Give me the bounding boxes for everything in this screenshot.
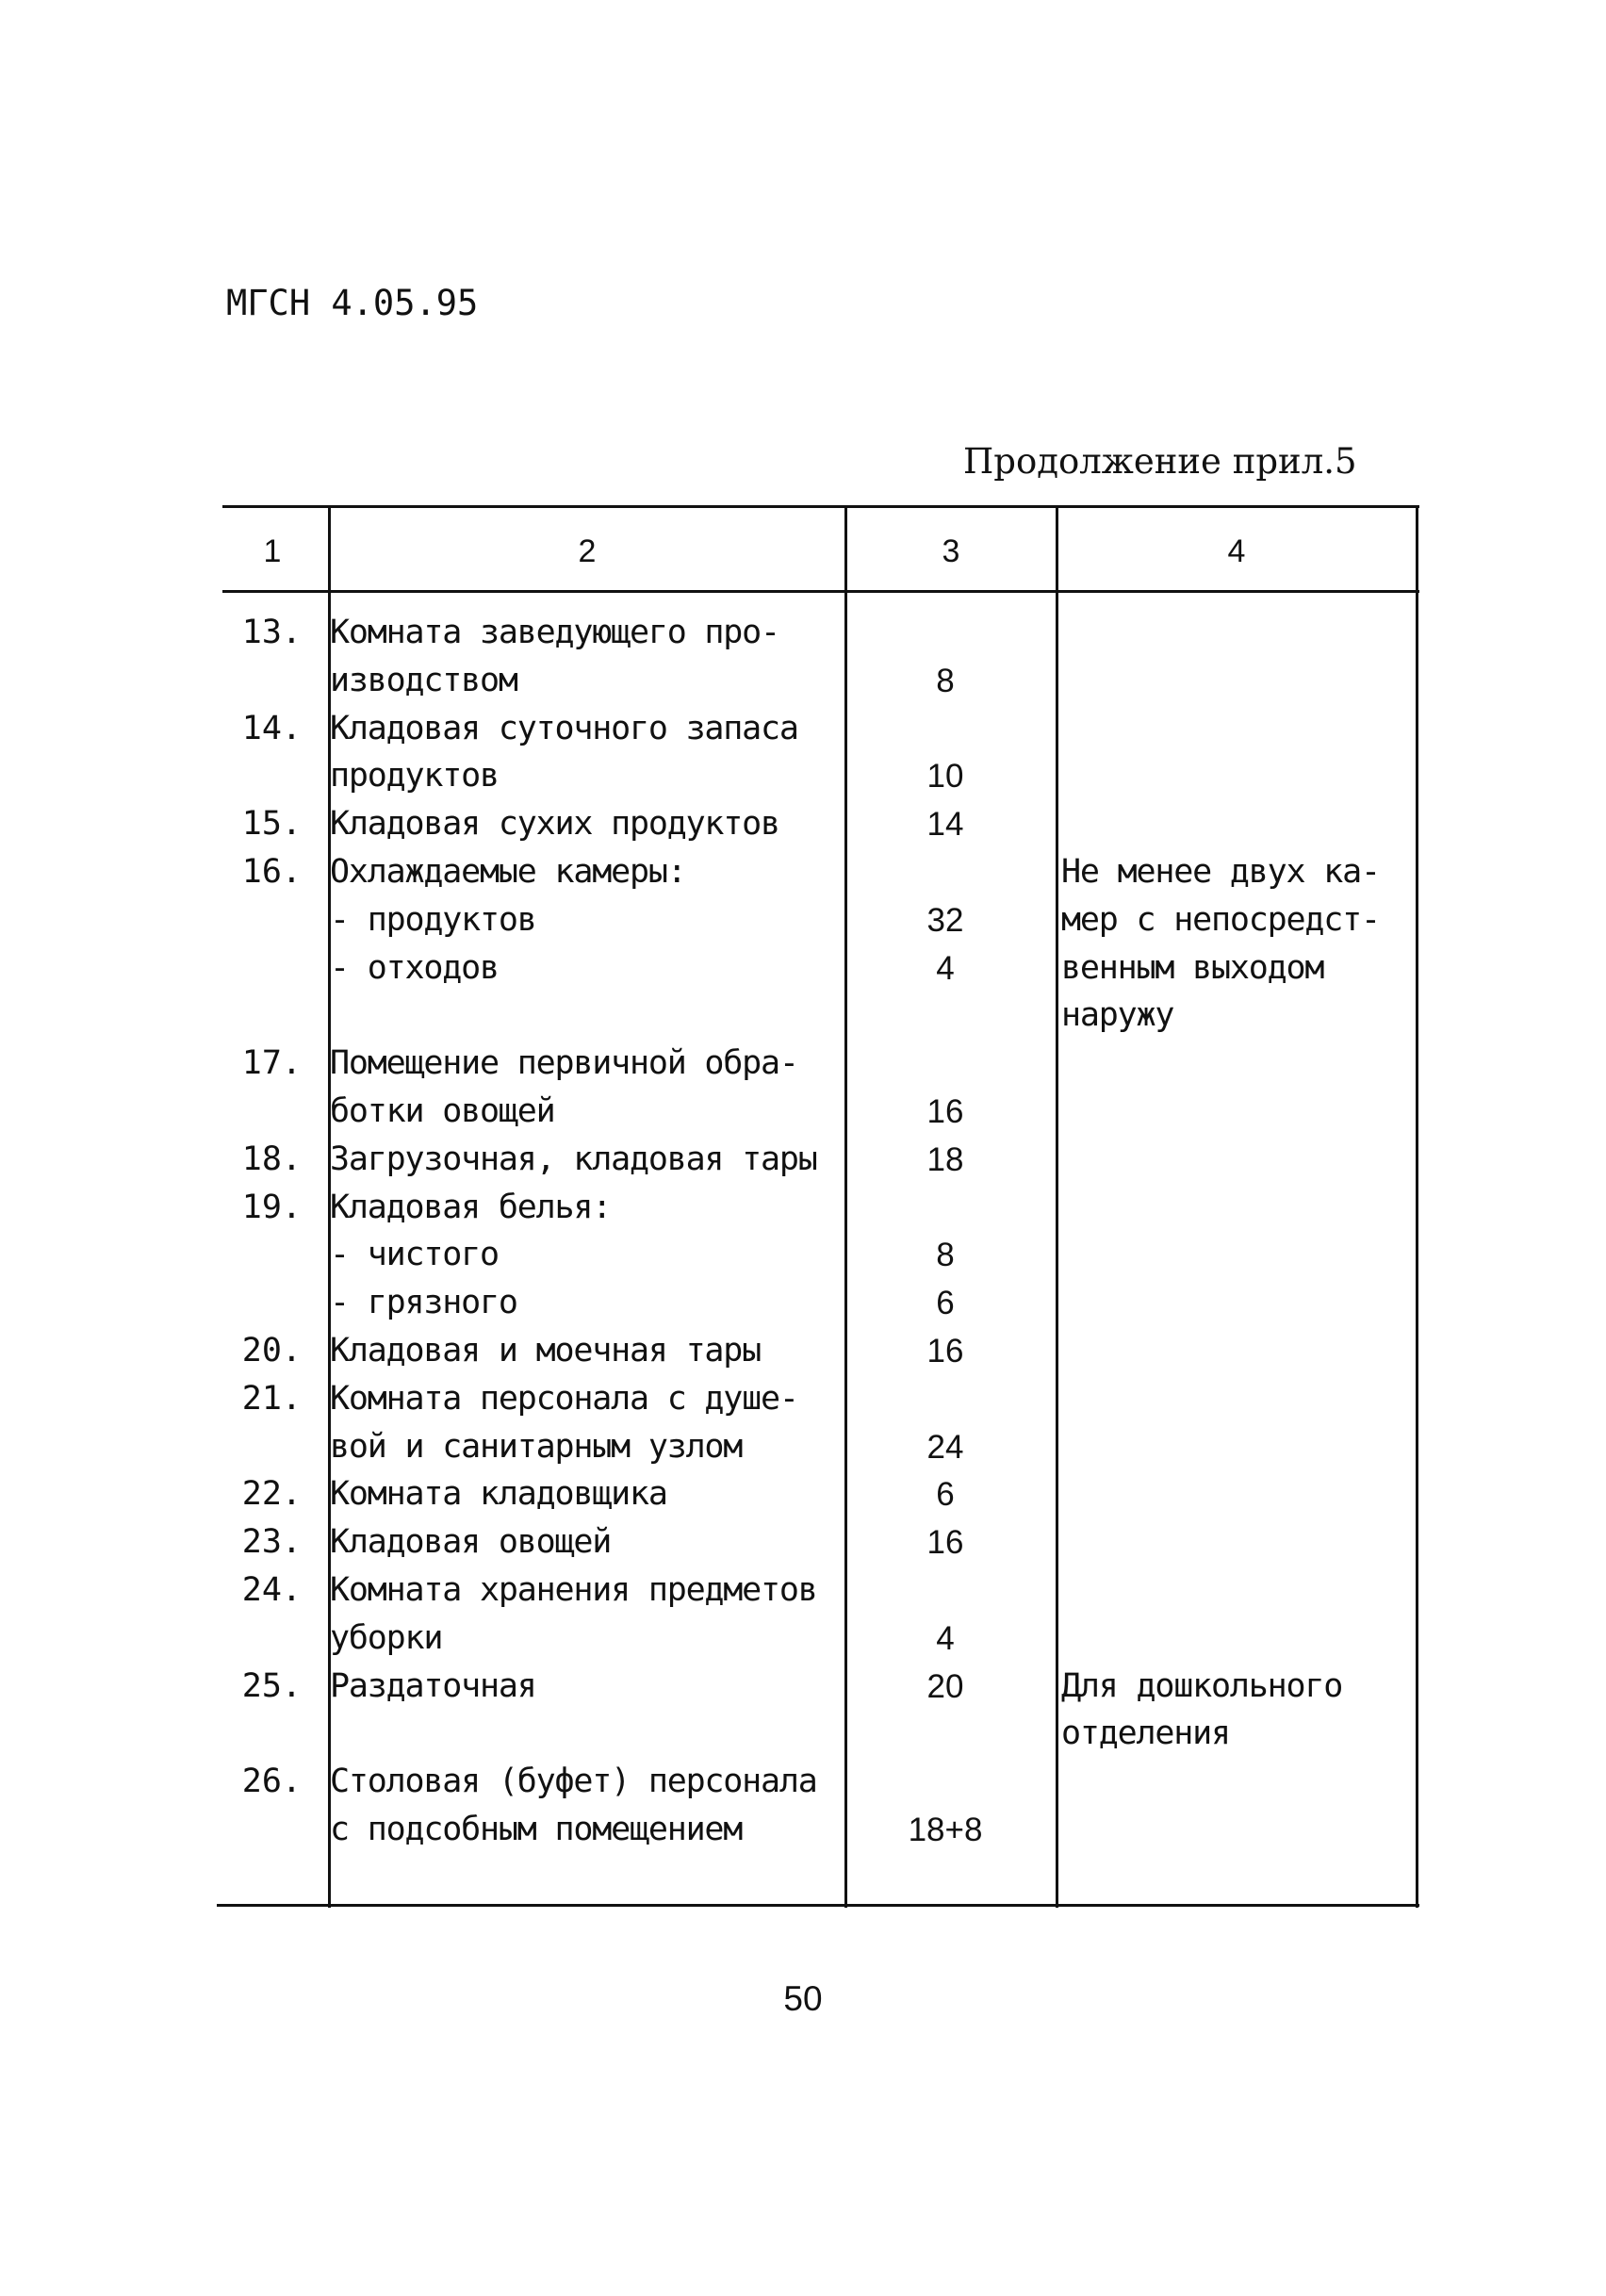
row-number: 25. xyxy=(241,1666,302,1705)
room-area: 14 xyxy=(926,806,964,844)
room-name: Кладовая белья: xyxy=(330,1188,612,1226)
room-note: наружу xyxy=(1061,996,1174,1035)
table-row xyxy=(217,1231,1419,1279)
room-name: Кладовая овощей xyxy=(330,1523,612,1562)
room-name: с подсобным помещением xyxy=(330,1811,743,1848)
room-name: уборки xyxy=(330,1618,443,1657)
room-area: 18 xyxy=(926,1140,964,1178)
table-row xyxy=(217,1136,1419,1184)
room-name: Комната заведующего про- xyxy=(330,614,779,651)
room-name: вой и санитарным узлом xyxy=(330,1427,743,1466)
room-area: 32 xyxy=(926,901,964,939)
row-number: 21. xyxy=(241,1379,302,1418)
room-note: мер с непосредст- xyxy=(1061,900,1380,939)
row-number: 24. xyxy=(241,1571,302,1609)
document-code: МГСН 4.05.95 xyxy=(226,283,479,323)
room-area: 18+8 xyxy=(908,1812,983,1848)
room-area: 16 xyxy=(926,1093,964,1130)
room-name: - чистого xyxy=(330,1236,499,1274)
room-area: 10 xyxy=(926,758,964,795)
table-row xyxy=(217,800,1419,848)
row-number: 19. xyxy=(241,1188,302,1226)
room-name: Комната кладовщика xyxy=(330,1475,667,1514)
table-row xyxy=(217,752,1419,800)
room-note: Не менее двух ка- xyxy=(1061,853,1380,891)
table-row xyxy=(217,1040,1419,1088)
room-name: Помещение первичной обра- xyxy=(330,1044,798,1083)
table-row xyxy=(217,1758,1419,1806)
table-row xyxy=(217,705,1419,753)
room-area: 16 xyxy=(926,1524,964,1562)
table-row xyxy=(217,1327,1419,1375)
table-row xyxy=(217,1470,1419,1518)
room-area: 16 xyxy=(926,1333,964,1369)
room-area: 4 xyxy=(936,1619,955,1657)
table-row xyxy=(217,1088,1419,1136)
table-row xyxy=(217,1375,1419,1423)
col-header-2: 2 xyxy=(578,533,597,569)
table-row xyxy=(217,896,1419,944)
col-header-3: 3 xyxy=(942,533,960,569)
row-number: 20. xyxy=(241,1332,302,1369)
table-bottom-rule xyxy=(217,1904,1419,1907)
table-row xyxy=(217,1806,1419,1854)
row-number: 14. xyxy=(241,709,302,747)
room-name: - продуктов xyxy=(330,900,536,939)
table-top-rule xyxy=(222,505,1419,508)
room-name: Охлаждаемые камеры: xyxy=(330,853,686,891)
continuation-title: Продолжение прил.5 xyxy=(963,441,1357,482)
row-number: 23. xyxy=(241,1523,302,1562)
room-area: 8 xyxy=(936,1237,955,1274)
col-header-4: 4 xyxy=(1227,533,1246,569)
room-name: Загрузочная, кладовая тары xyxy=(330,1140,817,1178)
row-number: 18. xyxy=(241,1140,302,1178)
room-name: Кладовая сухих продуктов xyxy=(330,805,779,844)
table-row xyxy=(217,1566,1419,1615)
room-area: 24 xyxy=(926,1428,964,1466)
table-row xyxy=(217,1423,1419,1471)
room-area: 6 xyxy=(936,1476,955,1514)
room-name: - отходов xyxy=(330,948,499,987)
room-name: - грязного xyxy=(330,1284,517,1322)
room-name: Кладовая суточного запаса xyxy=(330,709,798,747)
row-number: 22. xyxy=(241,1475,302,1514)
table-row xyxy=(217,944,1419,992)
table-row xyxy=(217,1615,1419,1663)
room-area: 6 xyxy=(936,1285,955,1322)
room-name: Раздаточная xyxy=(330,1666,536,1705)
room-note: венным выходом xyxy=(1061,948,1324,987)
room-note: Для дошкольного xyxy=(1061,1666,1343,1705)
room-name: Комната персонала с душе- xyxy=(330,1379,798,1418)
row-number: 13. xyxy=(241,614,302,651)
room-name: ботки овощей xyxy=(330,1092,555,1130)
room-name: продуктов xyxy=(330,757,499,795)
row-number: 15. xyxy=(241,805,302,844)
row-number: 26. xyxy=(241,1763,302,1801)
table-row xyxy=(217,1279,1419,1327)
room-area: 4 xyxy=(936,949,955,987)
page-number: 50 xyxy=(783,1979,823,2018)
room-area: 8 xyxy=(936,662,955,699)
table-row xyxy=(217,657,1419,705)
rooms-table xyxy=(217,505,1419,1908)
room-note: отделения xyxy=(1061,1714,1230,1753)
room-name: Комната хранения предметов xyxy=(330,1571,817,1609)
table-row xyxy=(217,609,1419,657)
table-row xyxy=(217,848,1419,896)
table-row xyxy=(217,1710,1419,1758)
col-header-1: 1 xyxy=(263,533,282,569)
table-row xyxy=(217,1518,1419,1566)
table-row xyxy=(217,1184,1419,1232)
room-name: Столовая (буфет) персонала xyxy=(330,1763,817,1801)
room-area: 20 xyxy=(926,1667,964,1705)
table-row xyxy=(217,1663,1419,1711)
table-header-rule xyxy=(222,590,1419,593)
row-number: 16. xyxy=(241,853,302,891)
room-name: изводством xyxy=(330,661,517,699)
table-row xyxy=(217,992,1419,1040)
row-number: 17. xyxy=(241,1044,302,1083)
room-name: Кладовая и моечная тары xyxy=(330,1332,762,1369)
